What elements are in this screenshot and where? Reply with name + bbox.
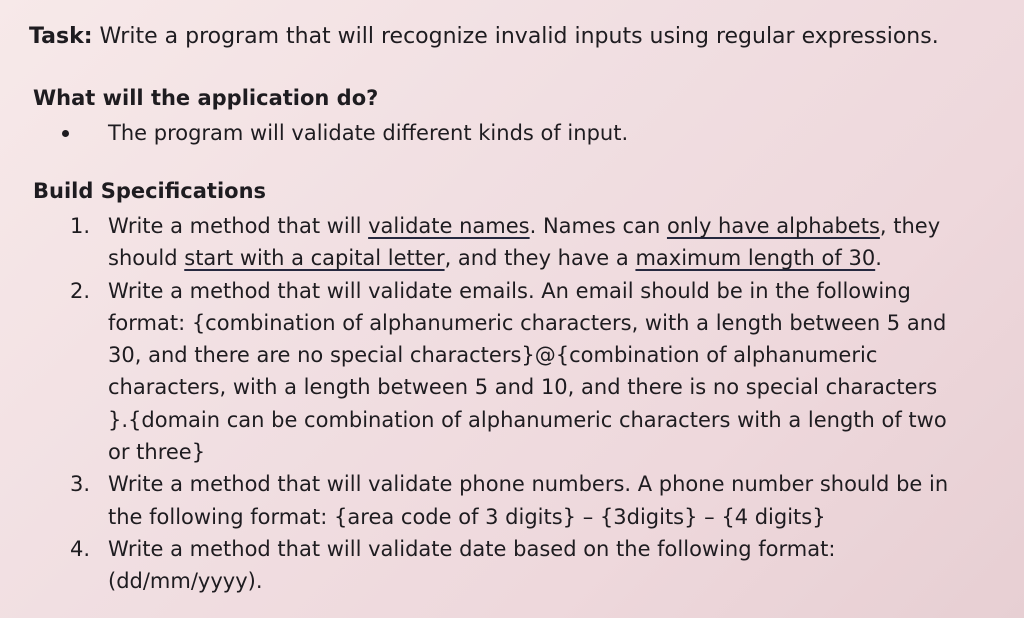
underlined-text: validate names — [368, 214, 530, 238]
spec-text: Write a method that will — [108, 214, 369, 238]
spec-line: 30, and there are no special characters}@{combination of alphanumeric — [108, 343, 878, 368]
spec-item-3 — [70, 468, 1020, 533]
task-label: Task: — [29, 24, 93, 49]
spec-line: the following format: {area code of 3 digits} – {3digits} – {4 digits} — [108, 504, 826, 529]
spec-line: or three} — [108, 440, 206, 465]
spec-list — [70, 210, 1020, 598]
what-heading: What will the application do? — [33, 86, 379, 110]
spec-number: 3. — [70, 472, 91, 497]
spec-item-4 — [70, 533, 1020, 598]
underlined-text: only have alphabets — [666, 214, 880, 238]
task-line — [29, 22, 939, 52]
spec-number: 2. — [70, 278, 91, 303]
spec-line — [108, 242, 1020, 274]
spec-line: Write a method that will validate emails. An email should be in the following — [108, 278, 911, 303]
spec-text: should — [108, 246, 185, 271]
spec-text: . Names can — [529, 214, 667, 238]
task-text: Write a program that will recognize invalid inputs using regular expressions. — [99, 24, 939, 49]
spec-item-2 — [70, 275, 1020, 469]
spec-text: . — [875, 246, 882, 271]
underlined-text: maximum length of 30 — [635, 246, 876, 271]
underlined-text: start with a capital letter — [184, 246, 445, 271]
spec-line: characters, with a length between 5 and 10, and there is no special characters — [108, 375, 938, 400]
spec-line: Write a method that will validate phone numbers. A phone number should be in — [108, 472, 949, 497]
spec-text: , and they have a — [444, 246, 636, 271]
spec-line: (dd/mm/yyyy). — [108, 569, 263, 594]
spec-item-1 — [70, 210, 1020, 275]
spec-line: Write a method that will validate date based on the following format: — [108, 536, 836, 561]
spec-line: format: {combination of alphanumeric characters, with a length between 5 and — [108, 310, 947, 335]
bullet-text: The program will validate different kinds of input. — [108, 121, 629, 145]
spec-number: 1. — [70, 214, 91, 238]
spec-number: 4. — [70, 536, 91, 561]
bullet-dot-icon — [62, 130, 69, 137]
build-heading: Build Specifications — [33, 179, 267, 203]
spec-text: , they — [879, 214, 941, 238]
spec-line: }.{domain can be combination of alphanumeric characters with a length of two — [108, 407, 947, 432]
spec-line — [108, 210, 1020, 242]
